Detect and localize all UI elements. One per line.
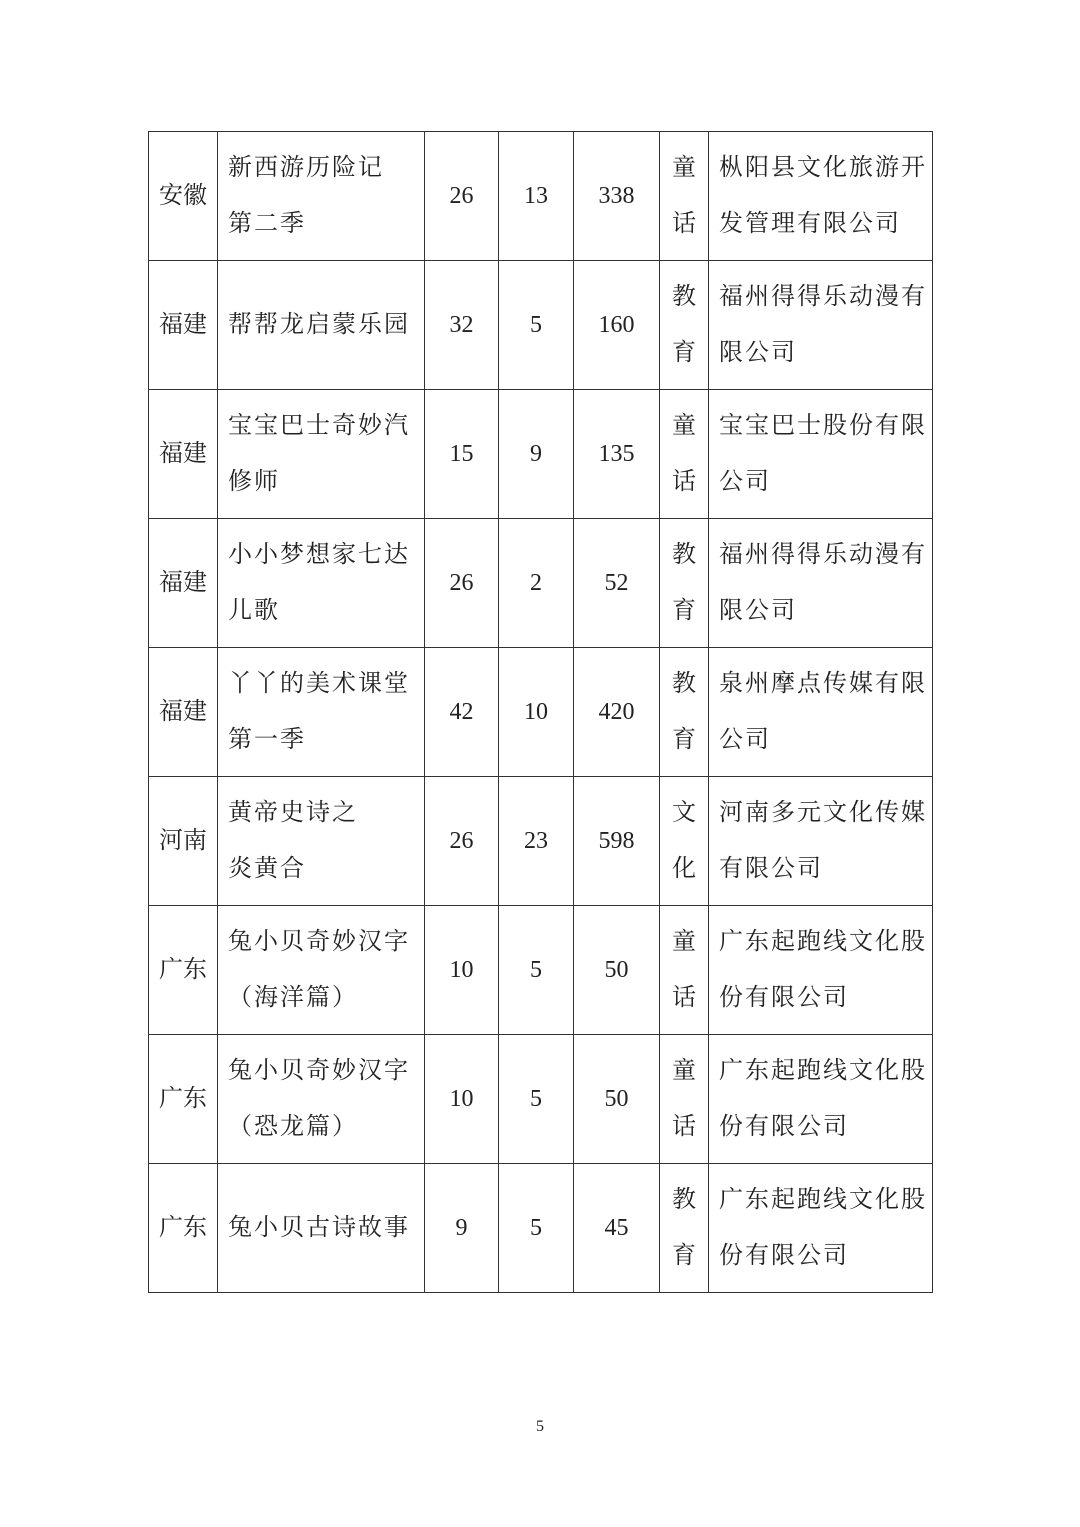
category-cell	[660, 906, 709, 1035]
title-cell	[218, 1164, 425, 1293]
table-row	[149, 648, 933, 777]
province-cell: 福建	[149, 519, 218, 648]
table-row	[149, 519, 933, 648]
province-cell: 广东	[149, 1035, 218, 1164]
category-cell-line: 童	[672, 413, 696, 439]
title-cell-line: 宝宝巴士奇妙汽	[228, 413, 410, 439]
company-cell	[709, 1164, 933, 1293]
category-cell-line: 文	[672, 800, 696, 826]
table-row	[149, 1164, 933, 1293]
category-cell	[660, 777, 709, 906]
company-cell-line: 广东起跑线文化股	[719, 1058, 927, 1084]
title-cell-line: 兔小贝奇妙汉字	[228, 1058, 410, 1084]
minutes-cell: 23	[499, 777, 574, 906]
title-cell	[218, 390, 425, 519]
table-row	[149, 132, 933, 261]
category-cell-line: 育	[672, 727, 696, 753]
title-cell-line: 丫丫的美术课堂	[228, 671, 410, 697]
category-cell-line: 教	[672, 1187, 696, 1213]
table-row	[149, 390, 933, 519]
company-cell-line: 份有限公司	[719, 1114, 849, 1140]
table-row	[149, 906, 933, 1035]
title-cell	[218, 132, 425, 261]
episodes-cell: 32	[425, 261, 499, 390]
title-cell-line: 新西游历险记	[228, 155, 384, 181]
province-cell: 安徽	[149, 132, 218, 261]
category-cell	[660, 519, 709, 648]
company-cell	[709, 132, 933, 261]
company-cell-line: 份有限公司	[719, 1243, 849, 1269]
total-cell: 135	[574, 390, 660, 519]
company-cell	[709, 648, 933, 777]
category-cell-line: 教	[672, 284, 696, 310]
title-cell-line: 兔小贝奇妙汉字	[228, 929, 410, 955]
category-cell	[660, 261, 709, 390]
category-cell-line: 育	[672, 1243, 696, 1269]
province-cell: 广东	[149, 906, 218, 1035]
province-cell: 河南	[149, 777, 218, 906]
table-row	[149, 777, 933, 906]
title-cell-line: 黄帝史诗之	[228, 800, 358, 826]
minutes-cell: 5	[499, 906, 574, 1035]
category-cell	[660, 132, 709, 261]
minutes-cell: 5	[499, 1035, 574, 1164]
title-cell-line: 第二季	[228, 211, 306, 237]
company-cell-line: 河南多元文化传媒	[719, 800, 927, 826]
episodes-cell: 15	[425, 390, 499, 519]
total-cell: 598	[574, 777, 660, 906]
total-cell: 160	[574, 261, 660, 390]
minutes-cell: 10	[499, 648, 574, 777]
episodes-cell: 26	[425, 519, 499, 648]
category-cell	[660, 1035, 709, 1164]
minutes-cell: 13	[499, 132, 574, 261]
category-cell-line: 话	[672, 211, 696, 237]
company-cell	[709, 777, 933, 906]
company-cell	[709, 261, 933, 390]
animation-list-table	[148, 131, 933, 1293]
company-cell	[709, 1035, 933, 1164]
episodes-cell: 26	[425, 132, 499, 261]
minutes-cell: 5	[499, 261, 574, 390]
category-cell-line: 话	[672, 469, 696, 495]
province-cell: 福建	[149, 390, 218, 519]
episodes-cell: 10	[425, 1035, 499, 1164]
company-cell-line: 公司	[719, 727, 771, 753]
episodes-cell: 9	[425, 1164, 499, 1293]
title-cell	[218, 519, 425, 648]
company-cell-line: 有限公司	[719, 856, 823, 882]
title-cell	[218, 1035, 425, 1164]
category-cell-line: 化	[672, 856, 696, 882]
company-cell-line: 广东起跑线文化股	[719, 1187, 927, 1213]
company-cell-line: 枞阳县文化旅游开	[719, 155, 927, 181]
minutes-cell: 2	[499, 519, 574, 648]
title-cell-line: 兔小贝古诗故事	[228, 1215, 410, 1241]
category-cell-line: 教	[672, 671, 696, 697]
company-cell-line: 发管理有限公司	[719, 211, 901, 237]
total-cell: 338	[574, 132, 660, 261]
total-cell: 420	[574, 648, 660, 777]
company-cell-line: 泉州摩点传媒有限	[719, 671, 927, 697]
title-cell-line: （海洋篇）	[228, 985, 358, 1011]
company-cell-line: 公司	[719, 469, 771, 495]
title-cell-line: 第一季	[228, 727, 306, 753]
title-cell-line: （恐龙篇）	[228, 1114, 358, 1140]
title-cell-line: 儿歌	[228, 598, 280, 624]
company-cell-line: 广东起跑线文化股	[719, 929, 927, 955]
title-cell	[218, 261, 425, 390]
page-number: 5	[536, 1418, 544, 1435]
category-cell-line: 教	[672, 542, 696, 568]
episodes-cell: 10	[425, 906, 499, 1035]
title-cell-line: 修师	[228, 469, 280, 495]
province-cell: 福建	[149, 261, 218, 390]
company-cell-line: 福州得得乐动漫有	[719, 542, 927, 568]
total-cell: 52	[574, 519, 660, 648]
category-cell	[660, 648, 709, 777]
title-cell	[218, 777, 425, 906]
category-cell-line: 育	[672, 598, 696, 624]
total-cell: 50	[574, 1035, 660, 1164]
category-cell-line: 童	[672, 1058, 696, 1084]
company-cell-line: 限公司	[719, 598, 797, 624]
category-cell	[660, 1164, 709, 1293]
title-cell-line: 帮帮龙启蒙乐园	[228, 312, 410, 338]
table-row	[149, 261, 933, 390]
company-cell	[709, 906, 933, 1035]
episodes-cell: 26	[425, 777, 499, 906]
category-cell-line: 话	[672, 1114, 696, 1140]
total-cell: 45	[574, 1164, 660, 1293]
title-cell-line: 炎黄合	[228, 856, 306, 882]
title-cell	[218, 906, 425, 1035]
province-cell: 广东	[149, 1164, 218, 1293]
total-cell: 50	[574, 906, 660, 1035]
category-cell	[660, 390, 709, 519]
company-cell-line: 宝宝巴士股份有限	[719, 413, 927, 439]
minutes-cell: 9	[499, 390, 574, 519]
table-row	[149, 1035, 933, 1164]
company-cell-line: 福州得得乐动漫有	[719, 284, 927, 310]
episodes-cell: 42	[425, 648, 499, 777]
company-cell	[709, 390, 933, 519]
category-cell-line: 童	[672, 155, 696, 181]
company-cell-line: 份有限公司	[719, 985, 849, 1011]
province-cell: 福建	[149, 648, 218, 777]
title-cell	[218, 648, 425, 777]
category-cell-line: 育	[672, 340, 696, 366]
title-cell-line: 小小梦想家七达	[228, 542, 410, 568]
minutes-cell: 5	[499, 1164, 574, 1293]
company-cell-line: 限公司	[719, 340, 797, 366]
company-cell	[709, 519, 933, 648]
category-cell-line: 童	[672, 929, 696, 955]
category-cell-line: 话	[672, 985, 696, 1011]
